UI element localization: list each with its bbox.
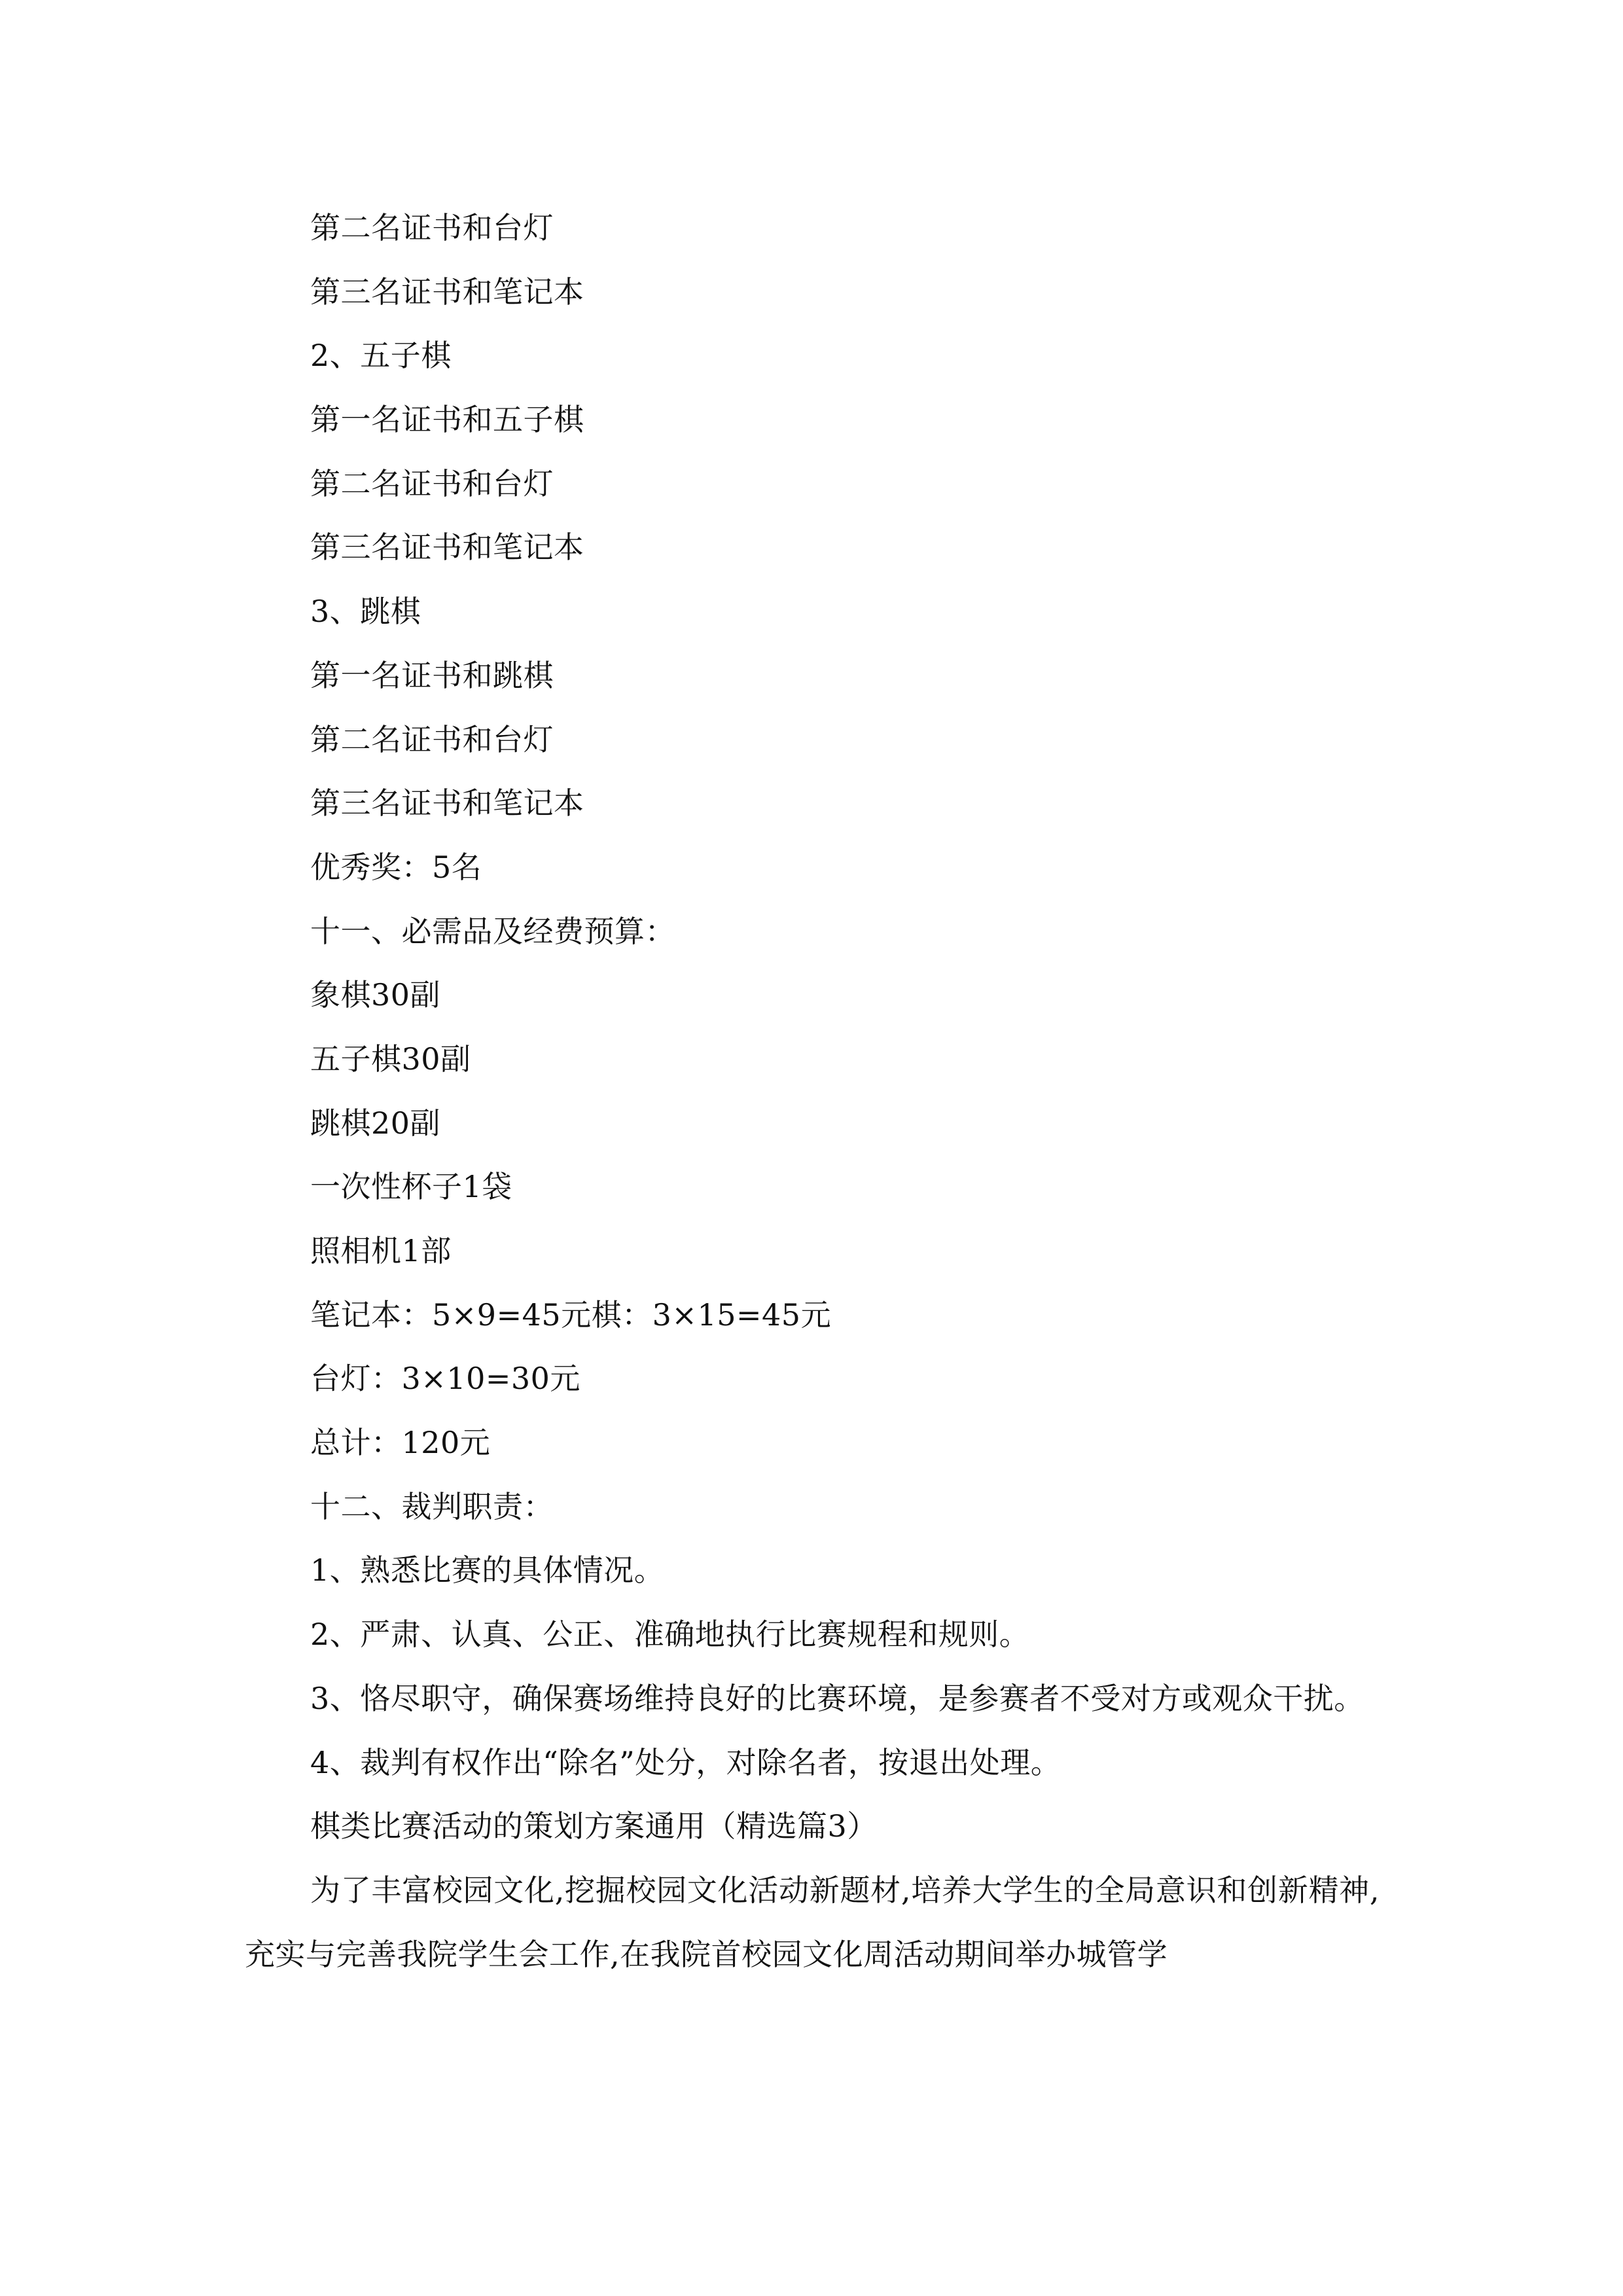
paragraph-duty-3: 3、恪尽职守，确保赛场维持良好的比赛环境，是参赛者不受对方或观众干扰。 [310,1680,1364,1716]
text-line: 跳棋20副 [310,1105,441,1141]
text-line: 第一名证书和跳棋 [310,657,554,693]
text-line: 2、严肃、认真、公正、准确地执行比赛规程和规则。 [310,1617,1030,1653]
text-line: 4、裁判有权作出“除名”处分，对除名者，按退出处理。 [310,1744,1061,1780]
text-line: 优秀奖：5名 [310,849,482,885]
text-line: 第二名证书和台灯 [310,721,554,757]
section-heading: 十一、必需品及经费预算： [310,913,675,949]
text-line: 第三名证书和笔记本 [310,785,584,821]
text-line: 五子棋30副 [310,1041,471,1077]
text-line: 台灯：3×10=30元 [310,1361,580,1397]
article-title: 棋类比赛活动的策划方案通用（精选篇3） [310,1808,878,1844]
document-body [245,196,1380,1986]
text-line: 第一名证书和五子棋 [310,402,584,438]
text-line: 照相机1部 [310,1233,452,1268]
text-line: 第二名证书和台灯 [310,210,554,245]
section-heading: 十二、裁判职责： [310,1488,554,1524]
text-line: 第三名证书和笔记本 [310,529,584,565]
text-line: 第二名证书和台灯 [310,465,554,501]
text-line: 总计：120元 [310,1425,491,1461]
paragraph-intro: 为了丰富校园文化,挖掘校园文化活动新题材,培养大学生的全局意识和创新精神,充实与完善我院学生会工作,在我院首校园文化周活动期间举办城管学 [245,1872,1380,1972]
text-line: 一次性杯子1袋 [310,1169,512,1205]
text-line: 象棋30副 [310,977,441,1013]
text-line: 2、五子棋 [310,338,452,374]
text-line: 1、熟悉比赛的具体情况。 [310,1552,665,1588]
text-line: 第三名证书和笔记本 [310,274,584,310]
text-line: 笔记本：5×9=45元棋：3×15=45元 [310,1297,832,1333]
text-line: 3、跳棋 [310,594,421,630]
